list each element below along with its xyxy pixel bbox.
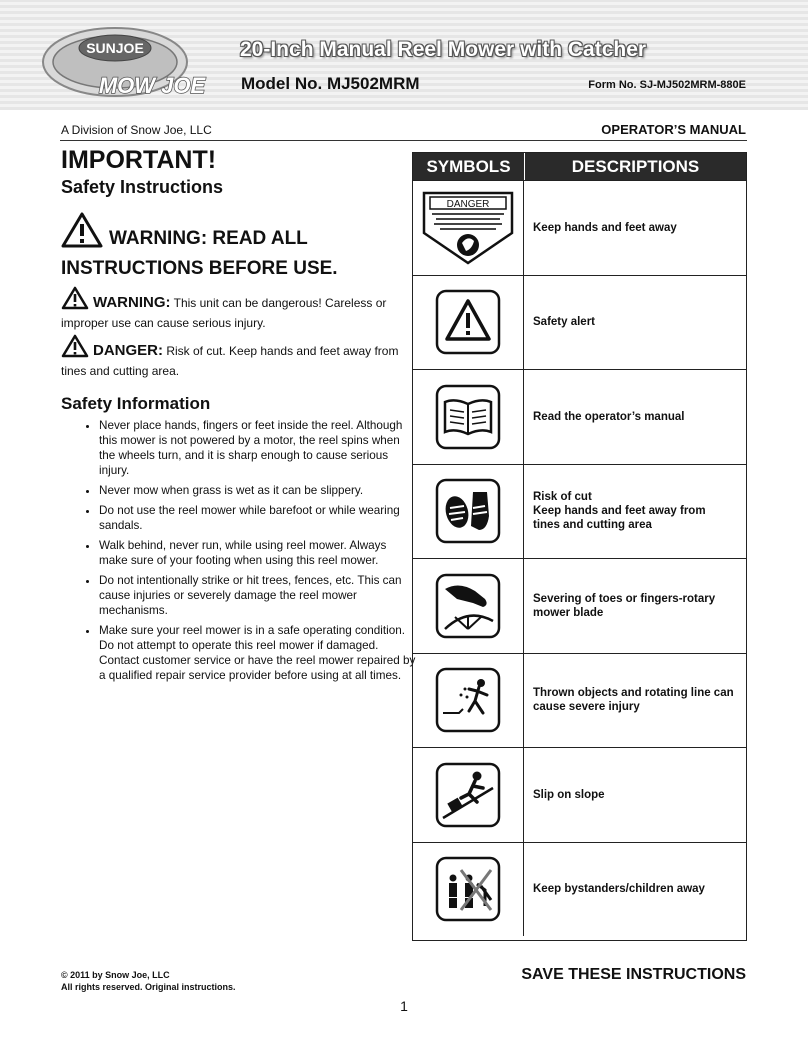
keep-bystanders-away-icon <box>413 843 524 937</box>
danger-lead: DANGER: <box>93 342 163 359</box>
table-row <box>413 842 746 937</box>
thrown-objects-icon <box>413 654 524 748</box>
table-row <box>413 653 746 748</box>
table-row <box>413 180 746 275</box>
symbol-description: Slip on slope <box>533 788 605 801</box>
list-item: • Make sure your reel mower is in a safe operating condition. Do not attempt to operate this reel mower if damaged. Contact customer service or have the reel mower repaired by a qualified repair service provider before using at all times. <box>99 623 417 683</box>
warning-read-all-text: WARNING: READ ALL INSTRUCTIONS BEFORE USE. <box>61 228 338 279</box>
danger-text: Risk of cut. Keep hands and feet away from tines and cutting area. <box>61 344 399 378</box>
symbols-table <box>412 152 747 941</box>
symbol-description: Read the operator’s manual <box>533 410 685 423</box>
symbol-description: Severing of toes or fingers-rotary mower blade <box>533 592 716 619</box>
safety-instructions-heading: Safety Instructions <box>61 177 224 197</box>
list-item: • Never place hands, fingers or feet inside the reel. Although this mower is not powered by a motor, the reel spins when the wheels turn, and it is sharp enough to cause serious injury. <box>99 418 417 478</box>
header-divider <box>60 140 747 141</box>
page-number: 1 <box>400 998 408 1014</box>
table-row <box>413 369 746 464</box>
symbols-table-header <box>413 153 746 180</box>
warning-triangle-icon <box>61 212 103 256</box>
logo-text-bottom: MOW JOE <box>98 73 206 98</box>
copyright-line: All rights reserved. Original instructions. <box>61 982 236 992</box>
read-manual-icon <box>413 370 524 464</box>
brand-logo <box>40 22 220 122</box>
symbol-description: Keep bystanders/children away <box>533 883 705 896</box>
warning-lead: WARNING: <box>93 294 171 311</box>
symbol-description: Keep hands and feet away <box>533 221 677 234</box>
table-row <box>413 464 746 559</box>
symbol-description: Safety alert <box>533 316 596 329</box>
warning-text: This unit can be dangerous! Careless or improper use can cause serious injury. <box>61 296 387 330</box>
warning-read-all <box>61 212 401 282</box>
division-text: A Division of Snow Joe, LLC <box>61 123 212 137</box>
list-item: • Do not use the reel mower while barefoot or while wearing sandals. <box>99 503 417 533</box>
symbols-column-header: SYMBOLS <box>413 153 525 180</box>
logo-text-top: SUNJOE <box>86 40 144 56</box>
copyright-line: © 2011 by Snow Joe, LLC <box>61 970 170 980</box>
danger-paragraph <box>61 334 401 380</box>
form-number: Form No. SJ-MJ502MRM-880E <box>588 79 746 91</box>
safety-alert-icon <box>413 276 524 370</box>
safety-bullet-list <box>79 418 417 688</box>
danger-sign-label: DANGER <box>446 198 490 210</box>
slip-on-slope-icon <box>413 748 524 842</box>
descriptions-column-header: DESCRIPTIONS <box>571 156 700 176</box>
copyright <box>61 969 236 993</box>
safety-information-heading: Safety Information <box>61 394 211 413</box>
risk-of-cut-icon <box>413 465 524 559</box>
table-row <box>413 747 746 842</box>
warning-paragraph <box>61 286 401 332</box>
table-row <box>413 275 746 370</box>
save-instructions: SAVE THESE INSTRUCTIONS <box>521 966 746 983</box>
list-item: • Walk behind, never run, while using reel mower. Always make sure of your footing when using this reel mower. <box>99 538 417 568</box>
danger-sign-icon <box>413 181 524 275</box>
list-item: • Never mow when grass is wet as it can be slippery. <box>99 483 417 498</box>
rotary-blade-icon <box>413 559 524 653</box>
model-number: Model No. MJ502MRM <box>241 74 420 93</box>
danger-triangle-icon <box>61 334 89 363</box>
manual-label: OPERATOR’S MANUAL <box>601 122 746 137</box>
warning-triangle-icon <box>61 286 89 315</box>
document-title: 20-Inch Manual Reel Mower with Catcher <box>240 38 647 61</box>
list-item: • Do not intentionally strike or hit trees, fences, etc. This can cause injuries or severely damage the reel mower mechanisms. <box>99 573 417 618</box>
important-heading: IMPORTANT! <box>61 146 217 174</box>
table-row <box>413 558 746 653</box>
symbol-description: Thrown objects and rotating line can cause severe injury <box>533 687 734 714</box>
symbol-description: Risk of cut Keep hands and feet away from tines and cutting area <box>533 491 706 532</box>
